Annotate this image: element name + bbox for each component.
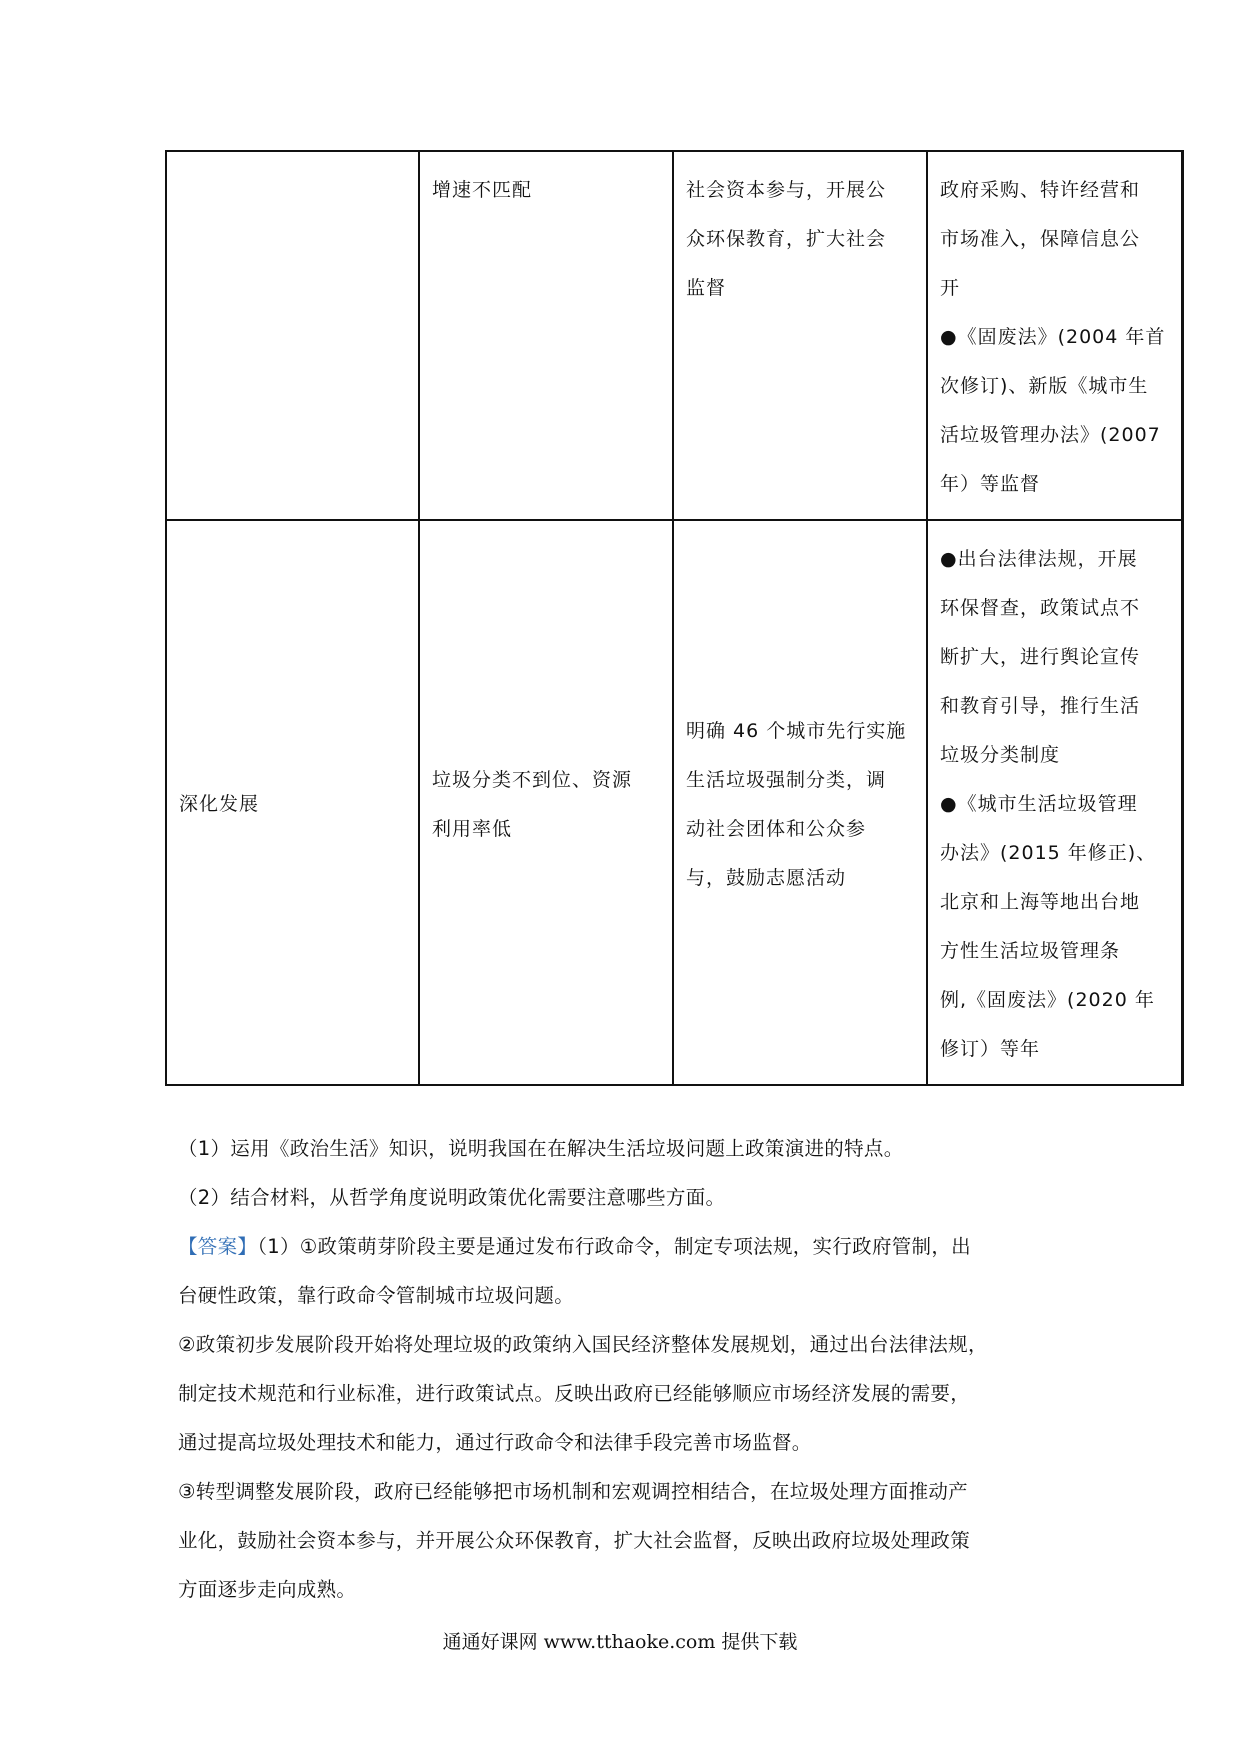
cell-line: 与，鼓励志愿活动 [686, 866, 847, 889]
answer-line: ③转型调整发展阶段，政府已经能够把市场机制和宏观调控相结合，在垃圾处理方面推动产 [178, 1480, 968, 1503]
cell-line: 利用率低 [432, 817, 513, 840]
stage-cell [166, 151, 419, 520]
cell-line: 市场准入，保障信息公 [940, 228, 1141, 250]
cell-line: 开 [940, 277, 961, 299]
cell-line: 深化发展 [179, 793, 260, 815]
answer-line: 台硬性政策，靠行政命令管制城市垃圾问题。 [178, 1284, 575, 1307]
cell-line: 增速不匹配 [432, 179, 533, 201]
answer-text: （1）①政策萌芽阶段主要是通过发布行政命令，制定专项法规，实行政府管制，出 [257, 1235, 971, 1258]
page-footer: 通通好课网 www.tthaoke.com 提供下载 [442, 1631, 798, 1653]
table-row [166, 151, 1182, 520]
cell-line: 众环保教育，扩大社会 [686, 228, 887, 250]
answer-line: 方面逐步走向成熟。 [178, 1578, 357, 1601]
answer-tag: 【答案】 [178, 1235, 258, 1258]
policy-table [165, 150, 1184, 1086]
cell-line: 修订）等年 [940, 1038, 1041, 1060]
question-2: （2）结合材料，从哲学角度说明政策优化需要注意哪些方面。 [178, 1186, 726, 1209]
cell-line: 环保督查，政策试点不 [940, 597, 1141, 619]
cell-line: ●《固废法》(2004 年首 [940, 326, 1166, 348]
measures-cell [673, 520, 927, 1085]
table-row [166, 520, 1182, 1085]
cell-line: 垃圾分类不到位、资源 [432, 768, 633, 791]
cell-line: 办法》(2015 年修正)、 [940, 842, 1157, 864]
cell-line: 监督 [686, 277, 727, 299]
cell-line: ●《城市生活垃圾管理 [940, 793, 1138, 815]
cell-line: 次修订)、新版《城市生 [940, 375, 1149, 397]
answer-line [178, 1231, 1078, 1259]
question-1: （1）运用《政治生活》知识，说明我国在在解决生活垃圾问题上政策演进的特点。 [178, 1137, 904, 1160]
tools-cell [927, 151, 1182, 520]
problem-cell [419, 520, 673, 1085]
measures-cell [673, 151, 927, 520]
cell-line: 北京和上海等地出台地 [940, 891, 1141, 913]
cell-line: 和教育引导，推行生活 [940, 695, 1141, 717]
cell-line: 生活垃圾强制分类，调 [686, 768, 887, 791]
cell-line: 断扩大，进行舆论宣传 [940, 646, 1141, 668]
stage-cell [166, 520, 419, 1085]
cell-line: 动社会团体和公众参 [686, 817, 867, 840]
cell-line: 政府采购、特许经营和 [940, 179, 1141, 201]
answer-line: ②政策初步发展阶段开始将处理垃圾的政策纳入国民经济整体发展规划，通过出台法律法规， [178, 1333, 988, 1356]
problem-cell [419, 151, 673, 520]
answer-line: 通过提高垃圾处理技术和能力，通过行政命令和法律手段完善市场监督。 [178, 1431, 812, 1454]
cell-line: 年）等监督 [940, 473, 1041, 495]
cell-line: 例,《固废法》(2020 年 [940, 989, 1155, 1011]
answer-line: 制定技术规范和行业标准，进行政策试点。反映出政府已经能够顺应市场经济发展的需要， [178, 1382, 971, 1405]
cell-line: 明确 46 个城市先行实施 [686, 719, 907, 742]
cell-line: 方性生活垃圾管理条 [940, 940, 1121, 962]
cell-line: ●出台法律法规，开展 [940, 548, 1138, 570]
tools-cell [927, 520, 1182, 1085]
answer-line: 业化，鼓励社会资本参与，并开展公众环保教育，扩大社会监督，反映出政府垃圾处理政策 [178, 1529, 971, 1552]
cell-line: 垃圾分类制度 [940, 744, 1061, 766]
cell-line: 社会资本参与，开展公 [686, 179, 887, 201]
cell-line: 活垃圾管理办法》(2007 [940, 424, 1161, 446]
